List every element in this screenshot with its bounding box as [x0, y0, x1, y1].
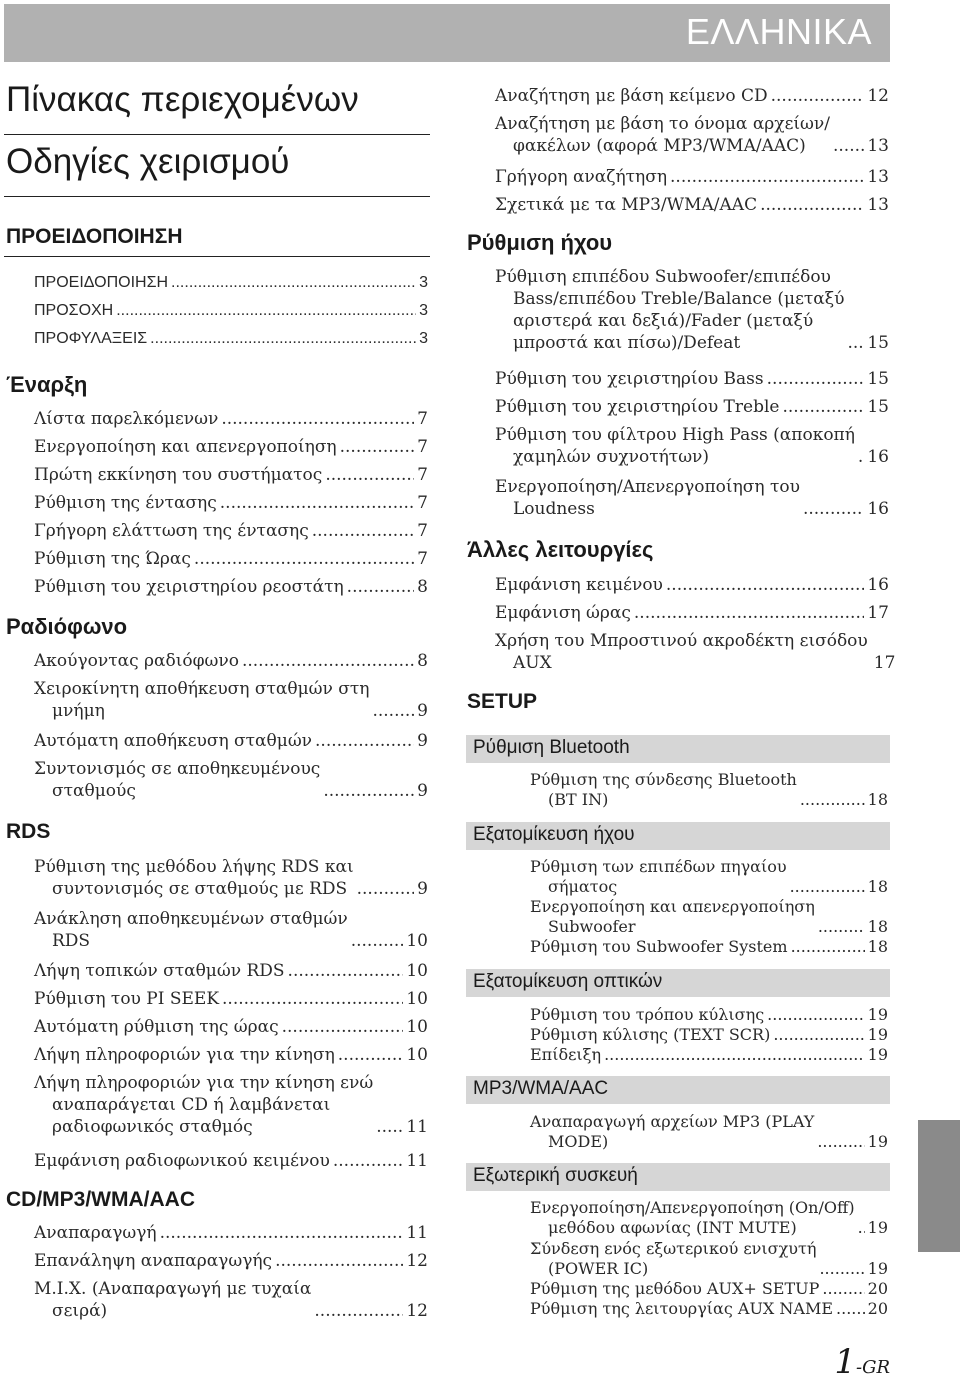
- toc-entry[interactable]: Αναπαραγωγή αρχείων MP3 (PLAY MODE) ..... 19: [530, 1112, 888, 1152]
- section-header-warning: ΠΡΟΕΙΔΟΠΟΙΗΣΗ: [6, 225, 183, 248]
- language-banner: [4, 4, 890, 62]
- side-tab-marker: [918, 1120, 960, 1252]
- toc-entry[interactable]: Αναζήτηση με βάση κείμενο CD ..... 12: [495, 85, 889, 107]
- toc-entry[interactable]: Ρύθμιση της Ώρας ..... 7: [34, 548, 428, 570]
- toc-entry[interactable]: ΠΡΟΣΟΧΗ ..... 3: [34, 301, 428, 322]
- toc-entry[interactable]: Εμφάνιση ραδιοφωνικού κειμένου ..... 11: [34, 1150, 428, 1172]
- toc-entry[interactable]: Εμφάνιση κειμένου ..... 16: [495, 574, 889, 596]
- subsection-band-bluetooth: Ρύθμιση Bluetooth: [466, 735, 890, 763]
- toc-entry[interactable]: Αναζήτηση με βάση το όνομα αρχείων/ φακέλων (αφορά MP3/WMA/AAC) ..... 13: [495, 113, 889, 157]
- page-subtitle: Οδηγίες χειρισμού: [6, 142, 290, 181]
- toc-entry[interactable]: Ενεργοποίηση/Απενεργοποίηση (On/Off) μεθόδου αφωνίας (INT MUTE) ..... 19: [530, 1198, 888, 1238]
- toc-entry[interactable]: ΠΡΟΕΙΔΟΠΟΙΗΣΗ ..... 3: [34, 273, 428, 294]
- language-label: ΕΛΛΗΝΙΚΑ: [685, 11, 872, 52]
- toc-entry[interactable]: Εμφάνιση ώρας ..... 17: [495, 602, 889, 624]
- toc-entry[interactable]: Ρύθμιση του χειριστηρίου ρεοστάτη ..... 8: [34, 576, 428, 598]
- title-rule: [4, 134, 430, 135]
- toc-entry[interactable]: Συντονισμός σε αποθηκευμένους σταθμούς ..... 9: [34, 758, 428, 802]
- section-header-setup: SETUP: [467, 690, 538, 713]
- toc-entry[interactable]: Ρύθμιση του φίλτρου High Pass (αποκοπή χαμηλών συχνοτήτων) ..... 16: [495, 424, 889, 468]
- toc-entry[interactable]: Σύνδεση ενός εξωτερικού ενισχυτή (POWER IC) ..... 19: [530, 1239, 888, 1279]
- subsection-band-sound-custom: Εξατομίκευση ήχου: [466, 822, 890, 850]
- toc-entry[interactable]: Ρύθμιση της μεθόδου AUX+ SETUP ..... 20: [530, 1279, 888, 1299]
- section-header-start: Έναρξη: [6, 372, 88, 397]
- toc-entry[interactable]: Ρύθμιση του χειριστηρίου Treble ..... 15: [495, 396, 889, 418]
- toc-entry[interactable]: Λίστα παρελκόμενων ..... 7: [34, 408, 428, 430]
- section-header-sound: Ρύθμιση ήχου: [467, 230, 613, 255]
- toc-entry[interactable]: Επανάληψη αναπαραγωγής ..... 12: [34, 1250, 428, 1272]
- subsection-band-mp3: MP3/WMA/AAC: [466, 1076, 890, 1104]
- toc-entry[interactable]: Αναπαραγωγή ..... 11: [34, 1222, 428, 1244]
- subsection-band-external: Εξωτερική συσκευή: [466, 1163, 890, 1191]
- toc-entry[interactable]: Ακούγοντας ραδιόφωνο ..... 8: [34, 650, 428, 672]
- toc-entry[interactable]: Ενεργοποίηση/Απενεργοποίηση του Loudness ..... 16: [495, 476, 889, 520]
- section-header-radio: Ραδιόφωνο: [6, 614, 128, 639]
- toc-entry[interactable]: Λήψη τοπικών σταθμών RDS ..... 10: [34, 960, 428, 982]
- toc-entry[interactable]: Χρήση του Μπροστινού ακροδέκτη εισόδου AUX 17: [495, 631, 896, 674]
- toc-entry[interactable]: Ρύθμιση του Subwoofer System ..... 18: [530, 937, 888, 957]
- toc-entry[interactable]: Γρήγορη ελάττωση της έντασης ..... 7: [34, 520, 428, 542]
- page-title: Πίνακας περιεχομένων: [6, 80, 359, 119]
- toc-entry[interactable]: Ρύθμιση της σύνδεσης Bluetooth (BT IN) ..... 18: [530, 770, 888, 810]
- toc-entry[interactable]: Ρύθμιση του τρόπου κύλισης ..... 19: [530, 1005, 888, 1025]
- section-header-other: Άλλες λειτουργίες: [467, 537, 654, 562]
- toc-entry[interactable]: Λήψη πληροφοριών για την κίνηση ενώ αναπαράγεται CD ή λαμβάνεται ραδιοφωνικός σταθμός ..... 11: [34, 1072, 428, 1138]
- toc-entry[interactable]: Ρύθμιση επιπέδου Subwoofer/επιπέδου Bass/επιπέδου Treble/Balance (μεταξύ αριστερά και δεξιά)/Fader (μεταξύ μπροστά και πίσω)/Defeat ..... 15: [495, 266, 889, 354]
- toc-entry[interactable]: Ρύθμιση του χειριστηρίου Bass ..... 15: [495, 368, 889, 390]
- toc-entry[interactable]: Σχετικά με τα MP3/WMA/AAC ..... 13: [495, 194, 889, 216]
- toc-entry[interactable]: Ρύθμιση των επιπέδων πηγαίου σήματος ..... 18: [530, 857, 888, 897]
- toc-entry[interactable]: Λήψη πληροφοριών για την κίνηση ..... 10: [34, 1044, 428, 1066]
- section-header-cd: CD/MP3/WMA/AAC: [6, 1188, 195, 1211]
- warning-rule: [4, 256, 430, 257]
- subtitle-rule: [4, 196, 430, 197]
- toc-entry[interactable]: Ρύθμιση κύλισης (TEXT SCR) ..... 19: [530, 1025, 888, 1045]
- toc-entry[interactable]: Πρώτη εκκίνηση του συστήματος ..... 7: [34, 464, 428, 486]
- toc-entry[interactable]: Ρύθμιση του PI SEEK ..... 10: [34, 988, 428, 1010]
- toc-entry[interactable]: Ρύθμιση της έντασης ..... 7: [34, 492, 428, 514]
- toc-entry[interactable]: Ρύθμιση της λειτουργίας AUX NAME ..... 20: [530, 1299, 888, 1319]
- toc-entry[interactable]: Ενεργοποίηση και απενεργοποίηση Subwoofer ..... 18: [530, 897, 888, 937]
- toc-entry[interactable]: Χειροκίνητη αποθήκευση σταθμών στη μνήμη ..... 9: [34, 678, 428, 722]
- toc-entry[interactable]: Ενεργοποίηση και απενεργοποίηση ..... 7: [34, 436, 428, 458]
- toc-entry[interactable]: M.I.X. (Αναπαραγωγή με τυχαία σειρά) ..... 12: [34, 1278, 428, 1322]
- page-number: 1-GR: [834, 1342, 890, 1382]
- toc-entry[interactable]: Ανάκληση αποθηκευμένων σταθμών RDS ..... 10: [34, 908, 428, 952]
- subsection-band-visual: Εξατομίκευση οπτικών: [466, 969, 890, 997]
- section-header-rds: RDS: [6, 820, 51, 843]
- toc-entry[interactable]: Γρήγορη αναζήτηση ..... 13: [495, 166, 889, 188]
- toc-entry[interactable]: Αυτόματη ρύθμιση της ώρας ..... 10: [34, 1016, 428, 1038]
- toc-entry[interactable]: Επίδειξη ..... 19: [530, 1045, 888, 1065]
- toc-entry[interactable]: Ρύθμιση της μεθόδου λήψης RDS και συντονισμός σε σταθμούς με RDS ..... 9: [34, 856, 428, 900]
- toc-entry[interactable]: ΠΡΟΦΥΛΑΞΕΙΣ ..... 3: [34, 329, 428, 350]
- toc-entry[interactable]: Αυτόματη αποθήκευση σταθμών ..... 9: [34, 730, 428, 752]
